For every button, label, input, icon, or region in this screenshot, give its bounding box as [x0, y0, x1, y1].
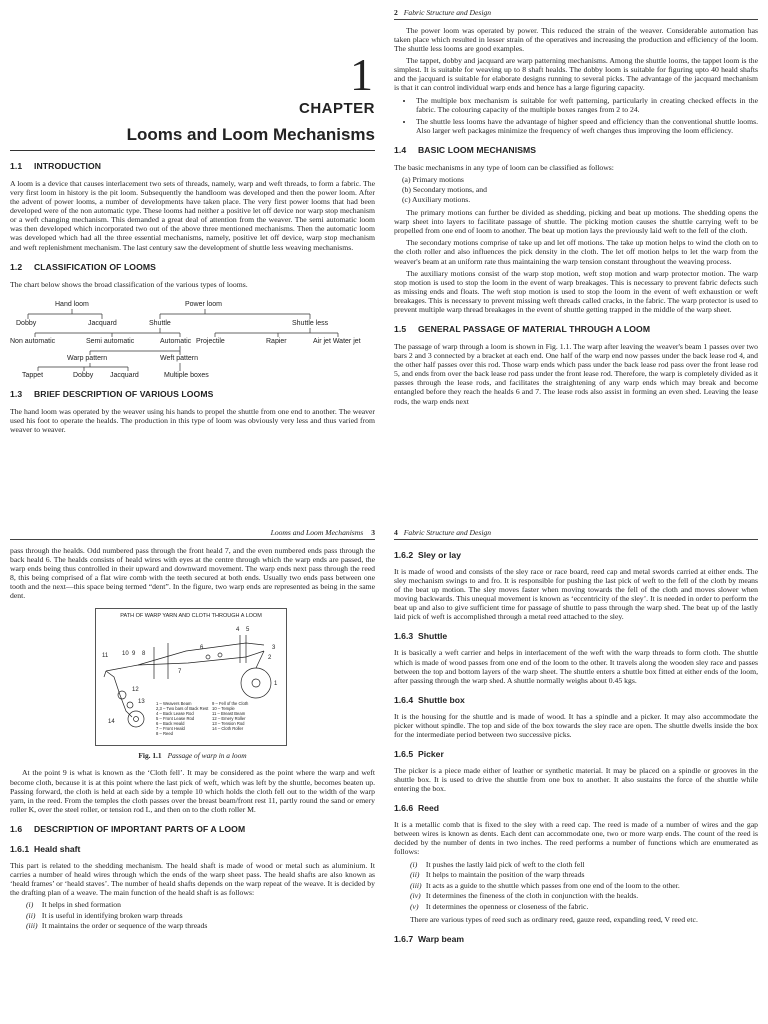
legend-item: 6 – Back Heald: [156, 721, 185, 727]
subsection-heading: 1.6.7 Warp beam: [394, 934, 465, 945]
bullet-list: [394, 96, 758, 135]
paragraph: It is made of wood and consists of the sley race or race board, reed cap and metal swords carried at either ends. The sley mechanism swings to and fro. It is responsible for pushing the last pick of weft to the fell of the cloth by means of the beat up motion. The sley moves faster when moving towards the fell of the cloth and moves slower when moving backwards. This unequal movement is known as ‘eccentricity of the sley’. It is needed in order to perform the beat up and also to give sufficient time for passage of shuttle to pass through the warp shed. The beat up of the lastly laid pick of weft is accomplished through a metal reed attached to the sley.: [394, 567, 758, 622]
fig-label: 14: [108, 719, 115, 726]
chart-node-warp-pattern: Warp pattern: [67, 354, 108, 362]
section-heading: 1.6 DESCRIPTION OF IMPORTANT PARTS OF A LOOM: [10, 823, 246, 834]
paragraph: It is basically a weft carrier and helps in interlacement of the weft with the warp threads to form cloth. The shuttle which is made of wood passes from one end of the loom to the other. It travels along the wooden sley race and passes between the top and bottom layers of the warp sheet. The shuttle enters a shuttle box fitted at either ends of the loom, after passing through the warp shed. A shuttle normally weighs about 0.45 kgs.: [394, 648, 758, 685]
paragraph: It is a metallic comb that is fixed to the sley with a reed cap. The reed is made of a number of wires and the gap between wires is known as dents. Each dent can accommodate one, two or more warp ends. The count of the reed is decided by the number of dents in two inches. The reed performs a number of functions which are enumerated as follows:: [394, 820, 758, 857]
subsection-heading: 1.6.4 Shuttle box: [394, 694, 465, 705]
fig-label: 12: [132, 687, 139, 694]
page-2: [394, 8, 758, 518]
paragraph: At the point 9 is what is known as the ‘Cloth fell’. It may be considered as the point where the warp and weft become cloth, because it is at this point where the last pick of weft, which was left by the shuttle, becomes beaten up. Passing forward, the cloth is held at each side by a temple 10 which holds the cloth fell out to the width of the warp yarn, in the reed. From the temples the cloth passes over the breast beam/front rest 11, partly round the sand or emery roller K, over the steel roller, or tension rod L, and then on to the cloth roller M.: [10, 768, 375, 814]
list-item: • The shuttle less looms have the advantage of higher speed and efficiency than the conventional shuttle looms. Also larger weft packages minimize the frequency of weft changes thus improving the loom efficiency.: [414, 117, 758, 135]
figure-caption: Fig. 1.1 Passage of warp in a loom: [138, 751, 247, 761]
legend-item: 9 – Fell of the Cloth: [212, 701, 249, 707]
running-header: 4 Fabric Structure and Design: [394, 528, 758, 540]
subsection-heading: 1.6.6 Reed: [394, 803, 440, 814]
paragraph: It is the housing for the shuttle and is made of wood. It has a spindle and a picker. It may also accommodate the picker without spindle. The top and side of the box towards the sley race are open. The shuttle dwells inside the box for the intermediate period between two successive picks.: [394, 711, 758, 739]
figure-title: PATH OF WARP YARN AND CLOTH THROUGH A LOOM: [120, 613, 262, 620]
section-heading: 1.4 BASIC LOOM MECHANISMS: [394, 144, 537, 155]
section-heading: 1.5 GENERAL PASSAGE OF MATERIAL THROUGH A LOOM: [394, 324, 651, 335]
legend-item: 12 – Emery Roller: [212, 716, 246, 722]
list-item: (ii) It helps to maintain the position of the warp threads: [410, 870, 585, 880]
chart-node-projectile: Projectile: [196, 337, 225, 345]
loom-classification-chart: [10, 297, 375, 379]
subsection-heading: 1.6.3 Shuttle: [394, 631, 448, 642]
chart-node-hand-loom: Hand loom: [55, 300, 89, 308]
running-header: Looms and Loom Mechanisms 3: [10, 528, 375, 540]
paragraph: The tappet, dobby and jacquard are warp patterning mechanisms. Among the shuttle looms, the tappet loom is the simplest. It is suitable for weaving up to 8 shaft healds. The dobby loom is suitable for figuring upto 40 heald shafts and the jacquard is suitable for elaborate designs running to several picks. The advantage of the jacquard mechanism is that it can control individual warp ends and hence has a large figuring capacity.: [394, 56, 758, 93]
section-heading: 1.1 INTRODUCTION: [10, 161, 102, 171]
chart-node-dobby-2: Dobby: [73, 371, 94, 379]
list-item: (i) It helps in shed formation: [26, 900, 121, 910]
list-item: (iii) It maintains the order or sequence of the warp threads: [26, 921, 208, 931]
chart-node-tappet: Tappet: [22, 371, 44, 379]
paragraph: The auxiliary motions consist of the warp stop motion, weft stop motion and warp protector motion. The warp stop motion is used to stop the loom in the event of warp breakages. This is necessary to prevent fabric defects such as missing ends and floats. The weft stop motion is used to stop the loom in the event of weft exhaustion or weft breakages. This is necessary to prevent missing weft threads called cracks, in the fabric. The warp protector is used to prevent multiple warp thread breakages in the event of shuttle getting trapped in the middle of the warp sheet.: [394, 268, 758, 314]
chapter-number: 1: [350, 49, 373, 100]
chart-node-jacquard-2: Jacquard: [110, 371, 139, 379]
legend-item: 5 – Front Lease Rod: [156, 716, 195, 722]
numbered-list: [394, 860, 758, 911]
fig-label: 13: [138, 699, 145, 706]
paragraph: There are various types of reed such as ordinary reed, gauze reed, expanding reed, V reed etc.: [410, 914, 698, 924]
fig-label: 4: [236, 627, 240, 634]
legend-item: 10 – Temple: [212, 706, 235, 712]
fig-label: 11: [102, 653, 109, 660]
section-heading: 1.3 BRIEF DESCRIPTION OF VARIOUS LOOMS: [10, 388, 214, 399]
paragraph: The picker is a piece made either of leather or synthetic material. It may be placed on a spindle or grooves in the shuttle box. It is used to drive the shuttle from one box to another. It also sustains the force of the shuttle while entering the box.: [394, 766, 758, 794]
paragraph: The secondary motions comprise of take up and let off motions. The take up motion helps to wind the cloth on to the cloth roller and also influences the pick density in the cloth. The let off motion helps to let the warp from the weaver's beam at an uniform rate thus maintaining the warp tension constant throughout the weaving process.: [394, 238, 758, 266]
list-item: • The multiple box mechanism is suitable for weft patterning, particularly in creating checked effects in the fabric. The colouring capacity of the multiple boxes ranges from 2 to 24.: [414, 96, 758, 114]
list-item: (a) Primary motions: [402, 174, 464, 184]
figure-warp-path: [95, 608, 287, 746]
legend-item: 4 – Back Lease Rod: [156, 711, 194, 717]
chart-node-non-automatic: Non automatic: [10, 337, 56, 345]
paragraph: The power loom was operated by power. This reduced the strain of the weaver. Considerable automation has taken place which resulted in lesser strain of the operatives and increasing the production and efficiency of the loom. The shuttle less looms are good examples.: [394, 26, 758, 54]
chart-node-dobby: Dobby: [16, 319, 37, 327]
chart-node-multiple-boxes: Multiple boxes: [164, 371, 209, 379]
fig-label: 10: [122, 651, 129, 658]
legend-item: 8 – Reed: [156, 731, 173, 737]
chart-node-automatic: Automatic: [160, 337, 192, 345]
list-item: (i) It pushes the lastly laid pick of weft to the cloth fell: [410, 859, 585, 869]
running-header: 2 Fabric Structure and Design: [394, 8, 758, 20]
subsection-heading: 1.6.2 Sley or lay: [394, 550, 461, 560]
chart-node-shuttle: Shuttle: [149, 319, 171, 327]
warp-path-diagram: [96, 621, 286, 745]
chapter-title: Looms and Loom Mechanisms: [10, 125, 375, 151]
chart-node-shuttle-less: Shuttle less: [292, 319, 329, 327]
paragraph: A loom is a device that causes interlacement two sets of threads, namely, warp and weft threads, to form a fabric. The very first loom in history is the pit loom. Subsequently the handloom was developed and then the power loom. After the advent of power looms, a number of developments have taken place. The very first power looms that had been developed were of the non automatic type. These looms had neither a positive let off device nor warp stop mechanism or a weft changing mechanism. This demanded a great deal of attention from the weaver. The semi automatic loom was then developed which incorporated two out of the above three mentioned mechanisms. Then the automatic loom was developed which had all the three essential mechanisms, namely, positive let off device, warp stop mechanism and weft replenishment mechanism. The last century saw the development of shuttle less weaving mechanisms.: [10, 179, 375, 252]
chart-node-power-loom: Power loom: [185, 300, 222, 308]
paragraph: The primary motions can further be divided as shedding, picking and beat up motions. The shedding opens the warp sheet into layers to facilitate passage of shuttle. The picking motion causes the shuttle carrying weft to be propelled from one end of loom to another. The beat up motion lays the previously laid weft to the fell of the cloth.: [394, 208, 758, 236]
list-item: (v) It determines the openness or closeness of the fabric.: [410, 901, 589, 911]
chapter-label: CHAPTER: [298, 100, 375, 117]
list-item: (c) Auxiliary motions.: [402, 195, 471, 205]
legend-item: 7 – Front Heald: [156, 726, 185, 732]
legend-item: 13 – Tension Rod: [212, 721, 245, 727]
chart-node-semi-automatic: Semi automatic: [86, 337, 135, 345]
list-item: (iii) It acts as a guide to the shuttle which passes from one end of the loom to the other.: [410, 880, 680, 890]
legend-item: 14 – Cloth Roller: [212, 726, 244, 732]
chart-node-air-water-jet: Air jet Water jet: [313, 337, 361, 345]
legend-item: 1 – Weavers Beam: [156, 701, 192, 707]
fig-label: 8: [142, 651, 146, 658]
chart-node-weft-pattern: Weft pattern: [160, 354, 199, 362]
section-heading: 1.2 CLASSIFICATION OF LOOMS: [10, 261, 156, 272]
chart-node-rapier: Rapier: [266, 337, 287, 345]
page-4: [394, 528, 758, 1024]
legend-item: 2,3 – Two bars of Back Rest: [156, 706, 209, 712]
fig-label: 6: [200, 645, 204, 652]
fig-label: 1: [274, 681, 278, 688]
list-item: (b) Secondary motions, and: [402, 185, 487, 195]
fig-label: 3: [272, 645, 276, 652]
subsection-heading: 1.6.5 Picker: [394, 749, 444, 760]
paragraph: The hand loom was operated by the weaver using his hands to propel the shuttle from one end to another. The weaver used his foot to operate the healds. The production in this type of loom was obviously very less and thus varied from weaver to weaver.: [10, 406, 375, 434]
page-3: [10, 528, 375, 1024]
paragraph: This part is related to the shedding mechanism. The heald shaft is made of wood or metal such as aluminium. It carries a number of heald wires through which the ends of the warp sheet pass. The heald shafts are also known as ‘heald frames’ or ‘heald staves’. The number of heald shafts depends on the warp repeat of the weave. It is decided by the drafting plan of a weave. The main function of the heald shaft is as follows:: [10, 860, 375, 898]
fig-label: 5: [246, 627, 250, 634]
list-item: (iv) It determines the fineness of the cloth in conjunction with the healds.: [410, 891, 639, 901]
fig-label: 7: [178, 669, 182, 676]
page-1: [10, 8, 375, 518]
subsection-heading: 1.6.1 Heald shaft: [10, 843, 81, 854]
legend-item: 11 – Breast Beam: [212, 711, 246, 717]
fig-label: 2: [268, 655, 272, 662]
paragraph: The basic mechanisms in any type of loom can be classified as follows:: [394, 162, 614, 172]
fig-label: 9: [132, 651, 136, 658]
paragraph: The chart below shows the broad classification of the various types of looms.: [10, 279, 248, 289]
paragraph: The passage of warp through a loom is shown in Fig. 1.1. The warp after leaving the weaver's beam 1 passes over two bars 2 and 3 connected by a bracket at each end. One half of the warp end now passes under the back lease rod 4, and the other half passes over this rod. Those warp ends which pass under the back lease rod pass over the front lease rod 5, and ends from over the back lease rod pass under the front lease rod. Therefore, the warp is completely divided as it passes through the lease rods, and facilitates the straightening of any warp ends which may break and become entangled before they reach the healds 6 and 7. The lease rods also assist in forming an even shed. Leaving the lease rods, the warp ends next: [394, 342, 758, 406]
paragraph: pass through the healds. Odd numbered pass through the front heald 7, and the even numbered ends pass through the back heald 6. The healds consists of heald wires with eyes at the centre through which the warp ends are passed, the warp ends being thus controlled in their upward and downward movement. The warp ends next pass through the reed 8, this being comprised of a flat wire comb with the teeth secured at both ends. Usually two ends pass between one tooth and the next—this space being termed “dent”. In the figure, two warp ends are represented as being in the same dent.: [10, 546, 375, 601]
chart-node-jacquard: Jacquard: [88, 319, 117, 327]
list-item: (ii) It is useful in identifying broken warp threads: [26, 910, 183, 920]
numbered-list: [10, 900, 375, 930]
